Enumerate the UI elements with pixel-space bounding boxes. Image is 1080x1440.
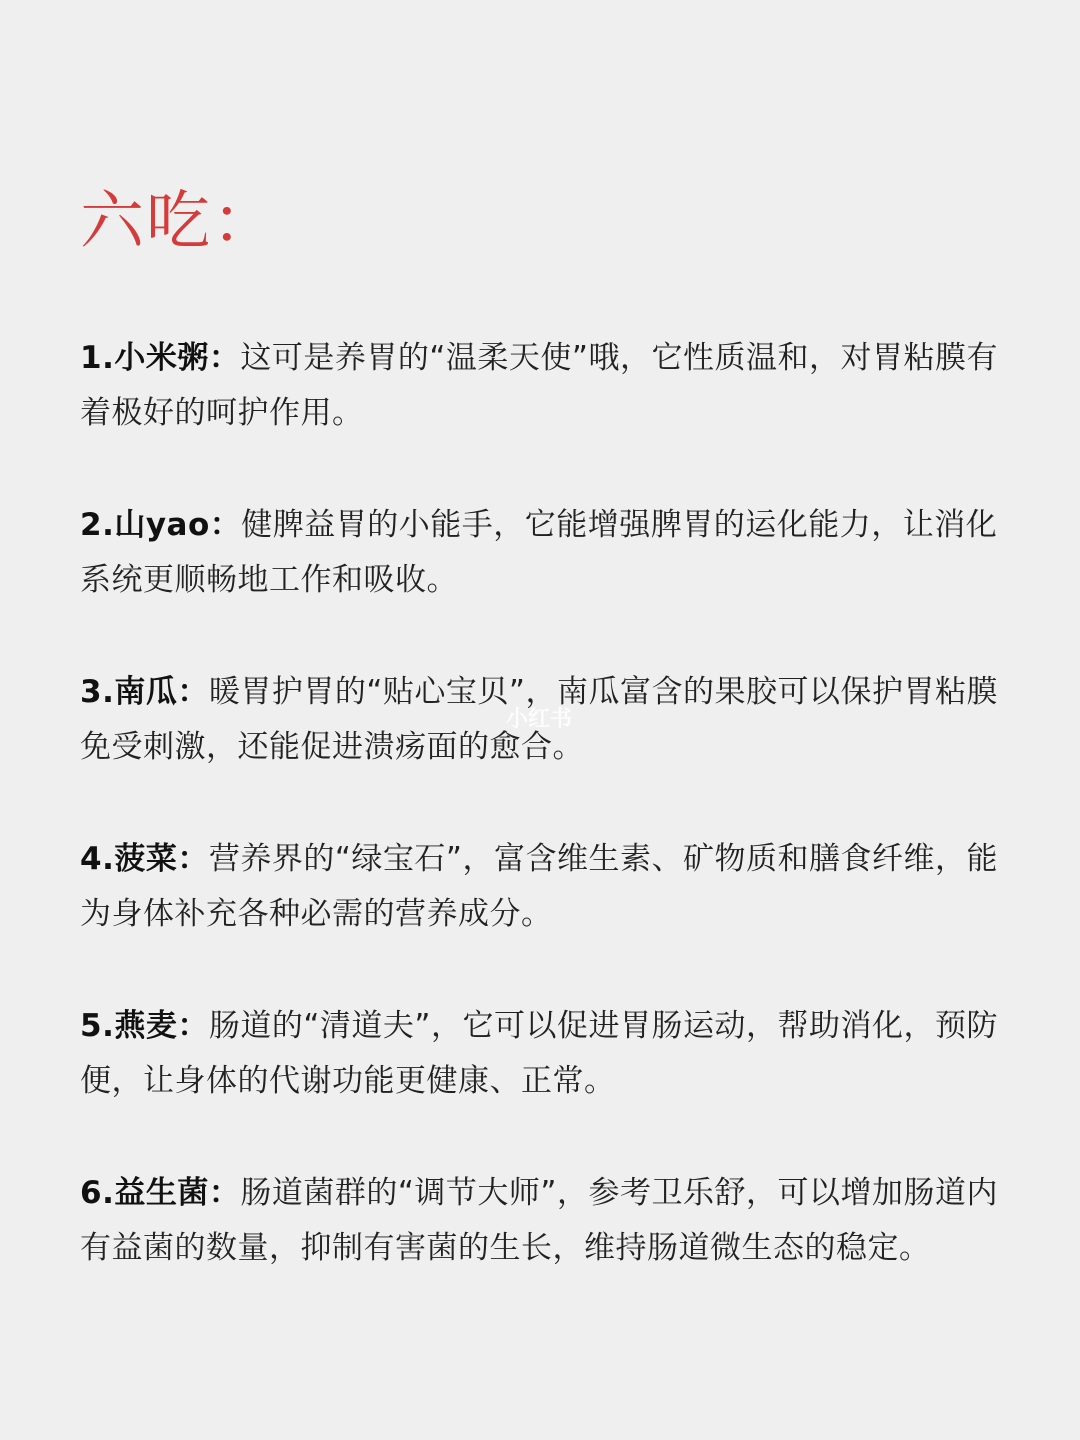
list-item [80,1166,1005,1276]
list-item [80,498,1005,608]
item-description: 肠道的“清道夫”，它可以促进胃肠运动，帮助消化，预防便，让身体的代谢功能更健康、正常。 [80,1008,998,1099]
item-heading: 1.小米粥： [80,340,241,376]
item-description: 这可是养胃的“温柔天使”哦，它性质温和，对胃粘膜有着极好的呵护作用。 [80,340,998,431]
item-heading: 4.菠菜： [80,841,209,877]
watermark-logo: 小红书 [506,707,573,732]
item-description: 健脾益胃的小能手，它能增强脾胃的运化能力，让消化系统更顺畅地工作和吸收。 [80,507,998,598]
item-heading: 2.山yao： [80,507,242,543]
page-title: 六吃： [80,185,278,259]
item-heading: 5.燕麦： [80,1008,209,1044]
item-heading: 3.南瓜： [80,674,209,710]
list-item [80,331,1005,441]
item-description: 肠道菌群的“调节大师”，参考卫乐舒，可以增加肠道内有益菌的数量，抑制有害菌的生长，维持肠道微生态的稳定。 [80,1175,998,1266]
item-description: 暖胃护胃的“贴心宝贝”，南瓜富含的果胶可以保护胃粘膜免受刺激，还能促进溃疡面的愈合。 [80,674,998,765]
item-description: 营养界的“绿宝石”，富含维生素、矿物质和膳食纤维，能为身体补充各种必需的营养成分。 [80,841,998,932]
list-item [80,832,1005,942]
list-item [80,665,1005,775]
list-item [80,999,1005,1109]
item-heading: 6.益生菌： [80,1175,241,1211]
